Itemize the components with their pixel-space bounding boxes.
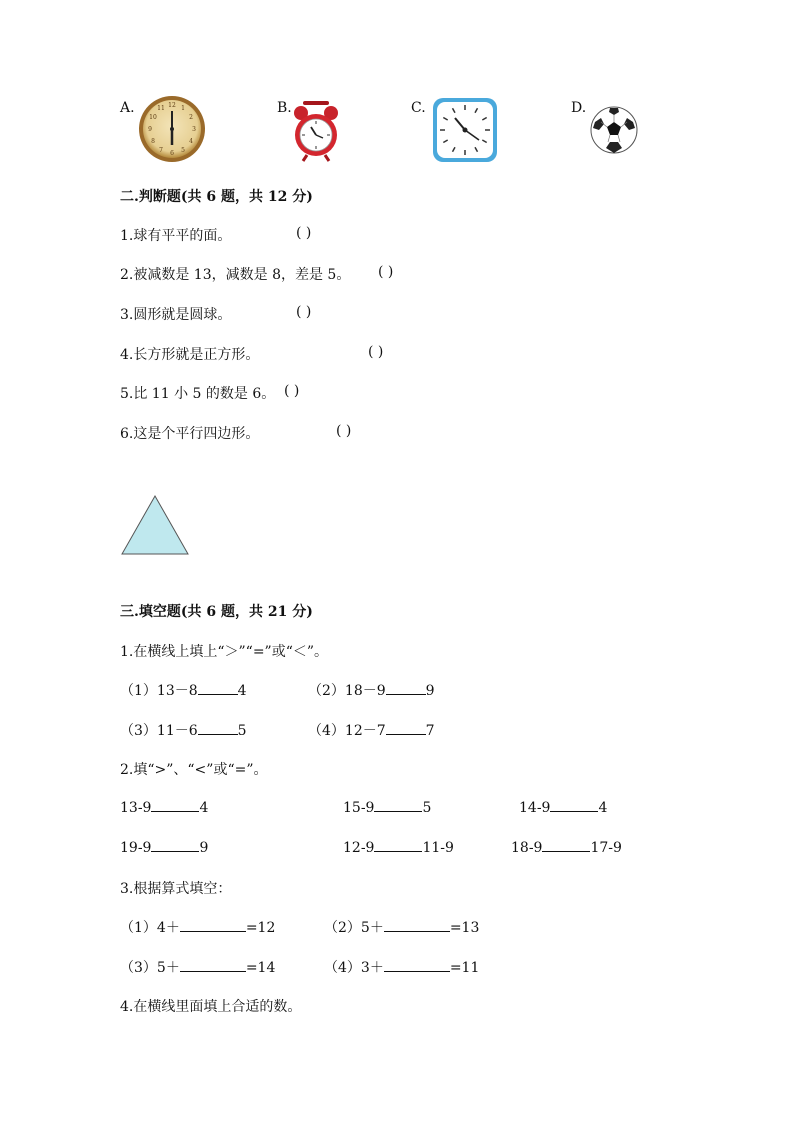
fill-q1-item-2	[308, 680, 435, 700]
wall-clock-icon	[138, 95, 206, 163]
item-right: 9	[199, 840, 209, 856]
option-d-letter: D.	[571, 100, 587, 116]
svg-text:5: 5	[181, 147, 185, 154]
item-label: （3）5＋	[120, 960, 180, 976]
item-label: （4）3＋	[324, 960, 384, 976]
item-left: 12-9	[343, 840, 375, 856]
item-after: 5	[237, 723, 247, 739]
judge-question-2	[120, 264, 350, 284]
answer-blank[interactable]	[542, 839, 590, 852]
item-right: 11-9	[422, 840, 454, 856]
fill-q2-item-3	[519, 799, 607, 816]
fill-q2-item-2	[343, 799, 431, 816]
svg-text:11: 11	[157, 105, 165, 112]
answer-paren-2[interactable]: ( )	[378, 264, 394, 280]
fill-q1-item-4	[308, 720, 435, 740]
svg-text:6: 6	[170, 150, 174, 157]
item-left: 13-9	[120, 800, 152, 816]
item-right: 4	[199, 800, 209, 816]
answer-blank[interactable]	[386, 722, 426, 735]
svg-text:8: 8	[151, 138, 155, 145]
answer-paren-5[interactable]: ( )	[284, 383, 300, 399]
fill-q3-item-4	[324, 957, 479, 977]
alarm-clock-icon	[293, 100, 339, 162]
digital-clock-icon	[431, 96, 499, 164]
svg-text:1: 1	[181, 105, 185, 112]
section2-heading: 二.判断题(共 6 题，共 12 分)	[120, 189, 313, 205]
fill-q3-item-1	[120, 917, 275, 937]
svg-text:3: 3	[192, 126, 196, 133]
item-right: 4	[598, 800, 608, 816]
fill-q2-item-5	[343, 839, 454, 856]
item-label: （1）13－8	[120, 683, 198, 699]
fill-q2-item-4	[120, 839, 208, 856]
question-text: 2.被减数是 13，减数是 8，差是 5。	[120, 267, 351, 283]
item-after: =14	[245, 960, 276, 976]
answer-paren-4[interactable]: ( )	[368, 344, 384, 360]
question-text: 3.圆形就是圆球。	[120, 307, 232, 323]
svg-text:12: 12	[168, 102, 176, 109]
judge-question-3	[120, 304, 231, 324]
svg-text:9: 9	[148, 126, 152, 133]
answer-paren-3[interactable]: ( )	[296, 304, 312, 320]
judge-question-6	[120, 423, 259, 443]
item-left: 14-9	[519, 800, 551, 816]
answer-blank[interactable]	[151, 839, 199, 852]
option-c-letter: C.	[411, 100, 426, 116]
item-left: 15-9	[343, 800, 375, 816]
fill-q2-item-1	[120, 799, 208, 816]
judge-question-4	[120, 344, 259, 364]
svg-text:7: 7	[159, 147, 163, 154]
triangle-figure	[120, 494, 190, 556]
item-after: 4	[237, 683, 247, 699]
svg-text:4: 4	[189, 138, 193, 145]
fill-q1-prompt: 1.在横线上填上“＞”“=”或“＜”。	[120, 644, 329, 660]
fill-q4-prompt: 4.在横线里面填上合适的数。	[120, 999, 302, 1015]
item-label: （2）5＋	[324, 920, 384, 936]
answer-blank[interactable]	[550, 799, 598, 812]
answer-blank[interactable]	[374, 839, 422, 852]
item-after: =13	[449, 920, 480, 936]
item-left: 18-9	[511, 840, 543, 856]
answer-paren-1[interactable]: ( )	[296, 225, 312, 241]
item-label: （2）18－9	[308, 683, 386, 699]
question-text: 4.长方形就是正方形。	[120, 347, 260, 363]
item-after: 9	[425, 683, 435, 699]
answer-blank[interactable]	[374, 799, 422, 812]
svg-text:10: 10	[149, 114, 157, 121]
answer-blank[interactable]	[180, 919, 246, 932]
question-text: 6.这是个平行四边形。	[120, 426, 260, 442]
question-text: 5.比 11 小 5 的数是 6。	[120, 386, 276, 402]
svg-text:2: 2	[189, 114, 193, 121]
answer-paren-6[interactable]: ( )	[336, 423, 352, 439]
option-a-letter: A.	[120, 100, 135, 116]
answer-blank[interactable]	[384, 919, 450, 932]
fill-q1-item-1	[120, 680, 247, 700]
answer-blank[interactable]	[198, 682, 238, 695]
fill-q3-item-2	[324, 917, 479, 937]
answer-blank[interactable]	[198, 722, 238, 735]
judge-question-1	[120, 225, 231, 245]
item-right: 5	[422, 800, 432, 816]
answer-blank[interactable]	[386, 682, 426, 695]
fill-q2-item-6	[511, 839, 622, 856]
item-label: （1）4＋	[120, 920, 180, 936]
soccer-ball-icon	[590, 106, 638, 154]
fill-q1-item-3	[120, 720, 247, 740]
option-b-letter: B.	[277, 100, 292, 116]
item-right: 17-9	[590, 840, 622, 856]
fill-q2-prompt: 2.填“>”、“<”或“=”。	[120, 762, 268, 778]
item-after: 7	[425, 723, 435, 739]
answer-blank[interactable]	[151, 799, 199, 812]
item-after: =12	[245, 920, 276, 936]
answer-blank[interactable]	[180, 959, 246, 972]
question-text: 1.球有平平的面。	[120, 228, 232, 244]
fill-q3-prompt: 3.根据算式填空：	[120, 881, 232, 897]
item-left: 19-9	[120, 840, 152, 856]
item-after: =11	[449, 960, 480, 976]
item-label: （3）11－6	[120, 723, 198, 739]
answer-blank[interactable]	[384, 959, 450, 972]
section3-heading: 三.填空题(共 6 题，共 21 分)	[120, 604, 313, 620]
fill-q3-item-3	[120, 957, 275, 977]
judge-question-5	[120, 383, 275, 403]
item-label: （4）12－7	[308, 723, 386, 739]
